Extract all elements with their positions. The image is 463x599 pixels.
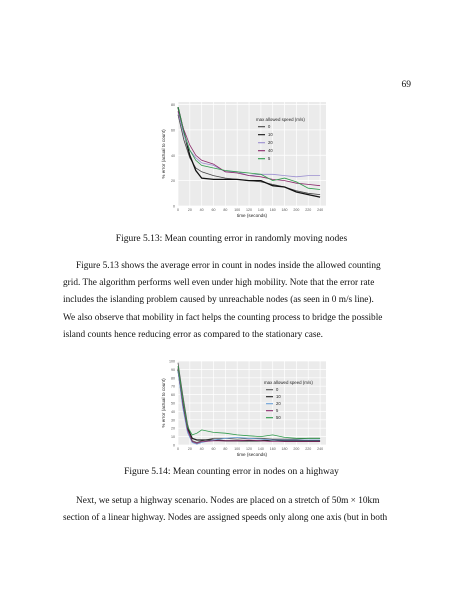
y-tick-label: 20 bbox=[171, 426, 175, 431]
body-paragraph-2 bbox=[63, 493, 400, 527]
y-tick-label: 100 bbox=[169, 359, 175, 364]
y-tick-label: 30 bbox=[171, 418, 175, 423]
legend-label: 0 bbox=[276, 387, 279, 392]
x-tick-label: 200 bbox=[293, 208, 300, 212]
x-tick-label: 240 bbox=[317, 208, 324, 212]
x-tick-label: 220 bbox=[305, 208, 312, 212]
text-line: We also observe that mobility in fact helps the counting process to bridge the possible bbox=[63, 312, 383, 323]
y-tick-label: 70 bbox=[171, 384, 175, 389]
legend-title: max allowed speed (m/s) bbox=[264, 380, 313, 385]
body-paragraph-1 bbox=[63, 258, 400, 344]
text-line: Figure 5.13 shows the average error in count in nodes inside the allowed counting bbox=[76, 261, 381, 271]
x-tick-label: 80 bbox=[223, 208, 228, 212]
x-tick-label: 200 bbox=[293, 447, 300, 451]
y-tick-label: 40 bbox=[171, 153, 175, 158]
y-tick-label: 80 bbox=[171, 376, 175, 381]
x-axis-label: time (seconds) bbox=[236, 213, 268, 218]
x-tick-label: 100 bbox=[234, 447, 241, 451]
legend-title: max allowed speed (m/s) bbox=[256, 117, 305, 122]
y-tick-label: 60 bbox=[171, 128, 175, 133]
x-tick-label: 220 bbox=[305, 447, 312, 451]
x-tick-label: 160 bbox=[269, 208, 276, 212]
x-tick-label: 0 bbox=[177, 447, 179, 451]
y-tick-label: 0 bbox=[173, 204, 175, 209]
x-tick-label: 140 bbox=[257, 447, 264, 451]
x-tick-label: 40 bbox=[199, 208, 204, 212]
figure-5-14-caption: Figure 5.14: Mean counting error in nodes on a highway bbox=[124, 467, 339, 477]
y-tick-label: 80 bbox=[171, 103, 175, 108]
text-line: grid. The algorithm performs well even under high mobility. Note that the error rate bbox=[63, 278, 375, 289]
x-tick-label: 20 bbox=[187, 447, 192, 451]
y-tick-label: 90 bbox=[171, 367, 175, 372]
text-line: section of a linear highway. Nodes are assigned speeds only along one axis (but in both bbox=[63, 513, 388, 524]
x-tick-label: 240 bbox=[317, 447, 324, 451]
y-tick-label: 10 bbox=[171, 435, 175, 440]
x-tick-label: 100 bbox=[234, 208, 241, 212]
y-tick-label: 40 bbox=[171, 409, 175, 414]
x-tick-label: 160 bbox=[269, 447, 276, 451]
y-axis-label: % error (actual to count) bbox=[161, 129, 166, 179]
figure-5-14 bbox=[160, 355, 330, 463]
legend-label: 50 bbox=[276, 415, 281, 420]
x-tick-label: 120 bbox=[246, 447, 253, 451]
legend-label: 5 bbox=[276, 408, 279, 413]
x-tick-label: 140 bbox=[257, 208, 264, 212]
chart-highway-nodes bbox=[160, 355, 330, 463]
legend-label: 20 bbox=[268, 140, 273, 145]
x-tick-label: 180 bbox=[281, 447, 288, 451]
figure-5-13 bbox=[160, 96, 330, 224]
y-axis-label: % error (actual to count) bbox=[161, 378, 166, 428]
chart-random-moving-nodes bbox=[160, 96, 330, 224]
x-tick-label: 60 bbox=[211, 447, 216, 451]
x-tick-label: 180 bbox=[281, 208, 288, 212]
text-line: includes the islanding problem caused by unreachable nodes (as seen in 0 m/s line). bbox=[63, 295, 374, 306]
legend-label: 20 bbox=[276, 401, 281, 406]
page-number: 69 bbox=[401, 80, 411, 90]
text-line: island counts hence reducing error as compared to the stationary case. bbox=[63, 329, 323, 340]
y-tick-label: 60 bbox=[171, 393, 175, 398]
x-tick-label: 40 bbox=[199, 447, 204, 451]
y-tick-label: 50 bbox=[171, 401, 175, 406]
x-tick-label: 20 bbox=[187, 208, 192, 212]
y-tick-label: 0 bbox=[173, 443, 175, 448]
legend-label: 40 bbox=[268, 148, 273, 153]
text-line: Next, we setup a highway scenario. Nodes are placed on a stretch of 50m × 10km bbox=[76, 496, 380, 506]
legend-label: 5 bbox=[268, 156, 271, 161]
y-tick-label: 20 bbox=[171, 179, 175, 184]
legend-label: 10 bbox=[276, 394, 281, 399]
x-tick-label: 0 bbox=[177, 208, 179, 212]
x-tick-label: 120 bbox=[246, 208, 253, 212]
legend-label: 10 bbox=[268, 132, 273, 137]
x-tick-label: 60 bbox=[211, 208, 216, 212]
x-axis-label: time (seconds) bbox=[236, 452, 268, 457]
x-tick-label: 80 bbox=[223, 447, 228, 451]
figure-5-13-caption: Figure 5.13: Mean counting error in randomly moving nodes bbox=[115, 234, 348, 244]
legend-label: 0 bbox=[268, 124, 271, 129]
